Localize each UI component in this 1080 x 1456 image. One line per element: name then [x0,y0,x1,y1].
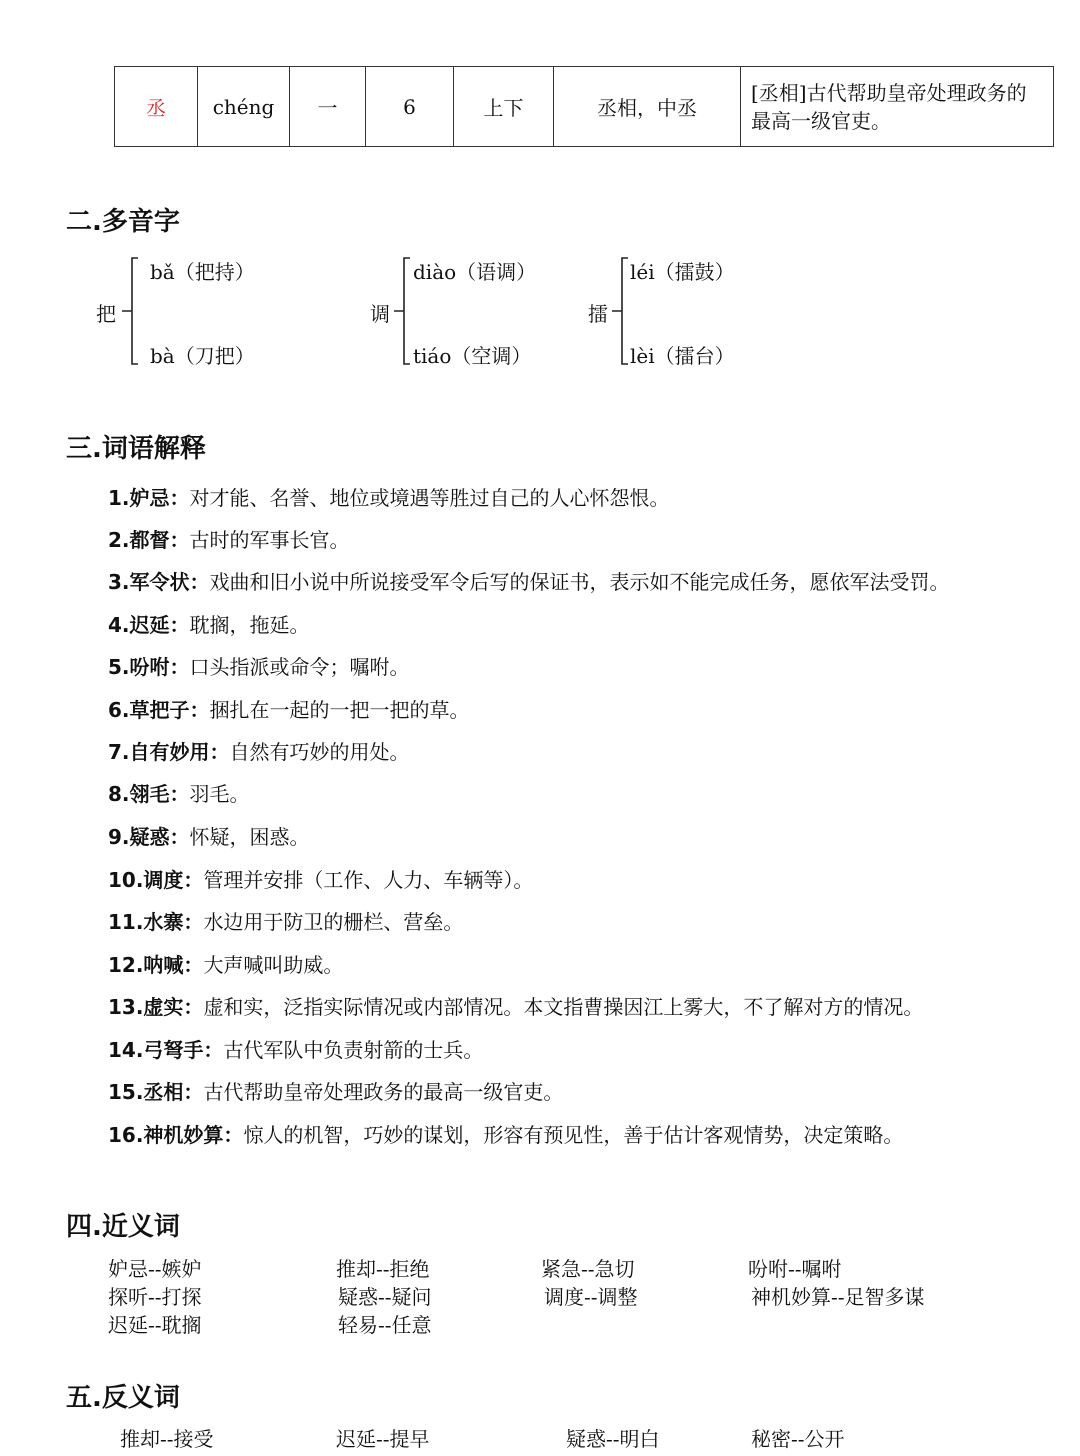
synonym-pair: 疑惑--疑问 [338,1285,432,1309]
definition-text: 羽毛。 [189,782,250,806]
synonym-pair: 神机妙算--足智多谋 [751,1285,925,1309]
synonym-pair: 迟延--耽搁 [108,1313,202,1337]
definition-text: 自然有巧妙的用处。 [229,740,410,764]
list-item [108,1076,563,1105]
definition-text: 戏曲和旧小说中所说接受军令后写的保证书，表示如不能完成任务，愿依军法受罚。 [209,570,950,594]
definition-term: 6.草把子： [108,698,210,722]
list-item [108,609,310,638]
table-cell-radical: 一 [290,67,366,147]
definition-text: 管理并安排（工作、人力、车辆等）。 [203,868,534,892]
synonym-pair: 探听--打探 [108,1285,202,1309]
list-item [108,482,670,511]
list-item [108,1119,903,1148]
section-heading-antonyms: 五.反义词 [66,1383,180,1413]
table-row [115,67,1054,147]
table-cell-char: 丞 [115,67,198,147]
brace-icon [120,256,140,368]
polyphone-reading: bǎ（把持） [150,260,255,284]
definition-term: 14.弓弩手： [108,1038,224,1062]
definition-text: 耽搁，拖延。 [189,613,310,637]
synonym-pair: 妒忌--嫉妒 [108,1257,202,1281]
list-item [108,949,343,978]
polyphone-reading: bà（刀把） [150,344,255,368]
polyphone-reading: diào（语调） [413,260,537,284]
list-item [108,864,533,893]
definition-term: 9.疑惑： [108,825,190,849]
polyphone-char: 擂 [588,302,608,326]
definition-text: 对才能、名誉、地位或境遇等胜过自己的人心怀怨恨。 [189,486,670,510]
synonym-pair: 推却--拒绝 [336,1257,430,1281]
polyphone-char: 调 [370,302,390,326]
definition-term: 1.妒忌： [108,486,190,510]
list-item [108,991,923,1020]
definition-term: 13.虚实： [108,995,204,1019]
definition-term: 7.自有妙用： [108,740,230,764]
definition-text: 古代军队中负责射箭的士兵。 [223,1038,484,1062]
vocab-table [114,66,1054,147]
table-cell-strokes: 6 [366,67,454,147]
list-item [108,906,463,935]
polyphone-reading: tiáo（空调） [413,344,532,368]
definition-text: 虚和实，泛指实际情况或内部情况。本文指曹操因江上雾大，不了解对方的情况。 [203,995,924,1019]
brace-icon [610,256,630,368]
definition-text: 古代帮助皇帝处理政务的最高一级官吏。 [203,1080,564,1104]
definition-text: 口头指派或命令；嘱咐。 [189,655,410,679]
list-item [108,821,310,850]
table-cell-pinyin: chéng [198,67,290,147]
polyphone-reading: léi（擂鼓） [630,260,735,284]
synonym-pair: 紧急--急切 [541,1257,635,1281]
table-cell-definition: [丞相]古代帮助皇帝处理政务的最高一级官吏。 [741,67,1054,147]
definition-term: 11.水寨： [108,910,204,934]
definition-term: 10.调度： [108,868,204,892]
definition-term: 4.迟延： [108,613,190,637]
definition-text: 捆扎在一起的一把一把的草。 [209,698,470,722]
table-cell-words: 丞相，中丞 [554,67,741,147]
list-item [108,651,410,680]
definition-text: 怀疑，困惑。 [189,825,310,849]
antonym-pair: 秘密--公开 [751,1427,845,1451]
polyphone-reading: lèi（擂台） [630,344,735,368]
definition-term: 5.吩咐： [108,655,190,679]
definition-text: 惊人的机智，巧妙的谋划，形容有预见性，善于估计客观情势，决定策略。 [243,1123,904,1147]
polyphone-char: 把 [96,302,116,326]
definition-term: 12.呐喊： [108,953,204,977]
definition-text: 水边用于防卫的栅栏、营垒。 [203,910,464,934]
definition-term: 2.都督： [108,528,190,552]
definition-term: 16.神机妙算： [108,1123,244,1147]
synonym-pair: 吩咐--嘱咐 [748,1257,842,1281]
definition-term: 15.丞相： [108,1080,204,1104]
section-heading-polyphones: 二.多音字 [66,207,180,237]
section-heading-definitions: 三.词语解释 [66,434,206,464]
antonym-pair: 疑惑--明白 [566,1427,660,1451]
definition-text: 大声喊叫助威。 [203,953,344,977]
list-item [108,736,410,765]
definition-text: 古时的军事长官。 [189,528,350,552]
definition-term: 3.军令状： [108,570,210,594]
section-heading-synonyms: 四.近义词 [66,1212,180,1242]
antonym-pair: 推却--接受 [120,1427,214,1451]
antonym-pair: 迟延--提早 [336,1427,430,1451]
definition-term: 8.翎毛： [108,782,190,806]
list-item [108,566,950,595]
synonym-pair: 调度--调整 [544,1285,638,1309]
table-cell-structure: 上下 [454,67,554,147]
list-item [108,778,250,807]
list-item [108,524,350,553]
synonym-pair: 轻易--任意 [338,1313,432,1337]
brace-icon [392,256,412,368]
list-item [108,1034,483,1063]
list-item [108,694,470,723]
